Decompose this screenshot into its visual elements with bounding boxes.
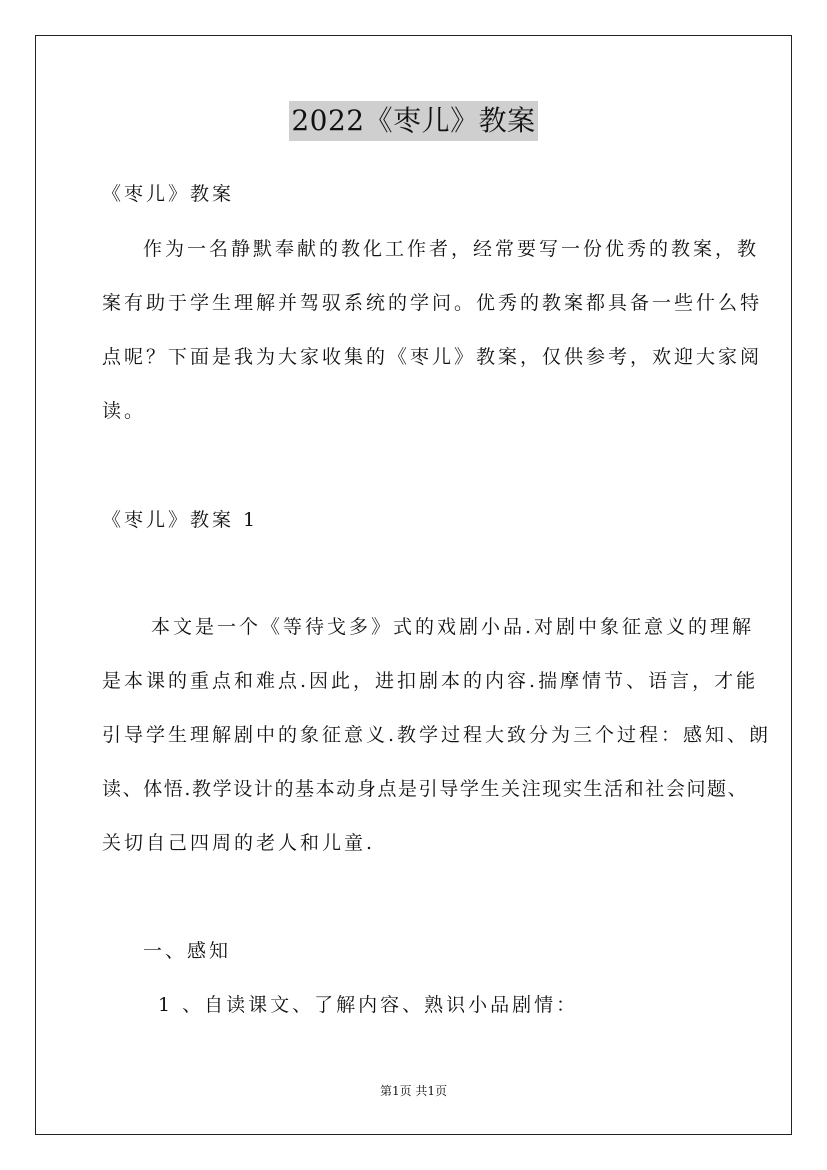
body-paragraph-line: 本文是一个《等待戈多》式的戏剧小品.对剧中象征意义的理解 — [151, 616, 755, 638]
page-number-footer: 第1页 共1页 — [379, 1084, 448, 1098]
body-paragraph-line: 引导学生理解剧中的象征意义.教学过程大致分为三个过程：感知、朗 — [102, 724, 772, 746]
subheading-perception: 一、感知 — [143, 940, 232, 962]
intro-paragraph-line: 案有助于学生理解并驾驭系统的学问。优秀的教案都具备一些什么特 — [102, 292, 763, 314]
intro-paragraph-line: 作为一名静默奉献的教化工作者，经常要写一份优秀的教案，教 — [143, 238, 760, 260]
document-title: 2022《枣儿》教案 — [0, 100, 827, 141]
body-paragraph-line: 是本课的重点和难点.因此，进扣剧本的内容.揣摩情节、语言，才能 — [102, 670, 759, 692]
intro-paragraph-line: 点呢？下面是我为大家收集的《枣儿》教案，仅供参考，欢迎大家阅 — [102, 346, 763, 368]
list-item: 1 、自读课文、了解内容、熟识小品剧情： — [158, 994, 579, 1016]
body-paragraph-line: 读、体悟.教学设计的基本动身点是引导学生关注现实生活和社会问题、 — [102, 778, 749, 800]
intro-heading: 《枣儿》教案 — [102, 183, 235, 205]
body-paragraph-line: 关切自己四周的老人和儿童. — [102, 832, 376, 854]
intro-paragraph-line: 读。 — [102, 400, 147, 422]
section-heading: 《枣儿》教案 1 — [102, 509, 259, 531]
